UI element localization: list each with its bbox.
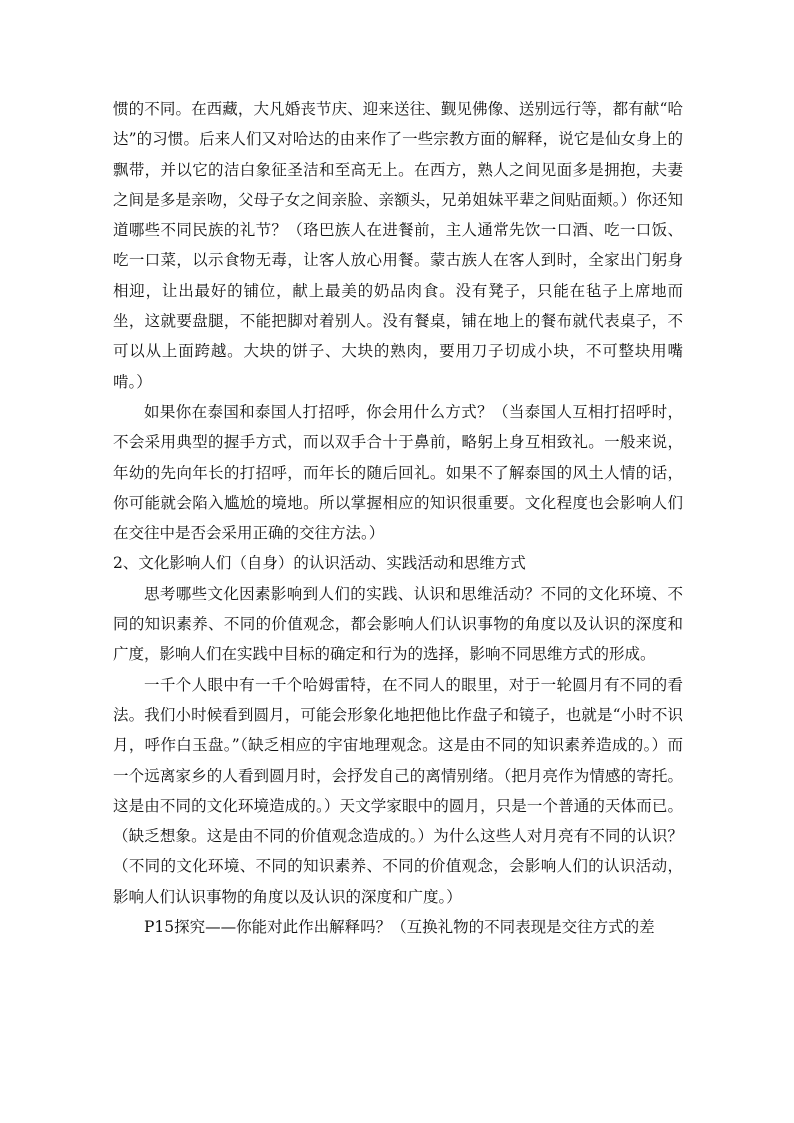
paragraph-customs-continued: 惯的不同。在西藏，大凡婚丧节庆、迎来送往、觐见佛像、送别远行等，都有献“哈达”的习惯。后来人们又对哈达的由来作了一些宗教方面的解释，说它是仙女身上的飘带，并以它的洁白象征圣洁和至高无上。在西方，熟人之间见面多是拥抱，夫妻之间是多是亲吻，父母子女之间亲脸、亲额头，兄弟姐妹平辈之间贴面颊。）你还知道哪些不同民族的礼节？（珞巴族人在进餐前，主人通常先饮一口酒、吃一口饭、吃一口菜，以示食物无毒，让客人放心用餐。蒙古族人在客人到时，全家出门躬身相迎，让出最好的铺位，献上最美的奶品肉食。没有凳子，只能在毡子上席地而坐，这就要盘腿，不能把脚对着别人。没有餐桌，铺在地上的餐布就代表桌子，不可以从上面跨越。大块的饼子、大块的熟肉，要用刀子切成小块，不可整块用嘴啃。） xyxy=(113,100,683,391)
paragraph-p15-explore: P15探究——你能对此作出解释吗？（互换礼物的不同表现是交往方式的差 xyxy=(144,918,655,937)
section-heading-culture-influence: 2、文化影响人们（自身）的认识活动、实践活动和思维方式 xyxy=(113,554,526,573)
paragraph-cultural-factors: 思考哪些文化因素影响到人们的实践、认识和思维活动？不同的文化环境、不同的知识素养、不同的价值观念，都会影响人们认识事物的角度以及认识的深度和广度，影响人们在实践中目标的确定和行为的选择，影响不同思维方式的形成。 xyxy=(113,584,683,664)
paragraph-thailand-greeting: 如果你在泰国和泰国人打招呼，你会用什么方式？（当泰国人互相打招呼时，不会采用典型的握手方式，而以双手合十于鼻前，略躬上身互相致礼。一般来说，年幼的先向年长的打招呼，而年长的随后回礼。如果不了解泰国的风土人情的话，你可能就会陷入尴尬的境地。所以掌握相应的知识很重要。文化程度也会影响人们在交往中是否会采用正确的交往方法。） xyxy=(113,402,683,543)
document-body xyxy=(113,94,683,942)
paragraph-moon-example: 一千个人眼中有一千个哈姆雷特，在不同人的眼里，对于一轮圆月有不同的看法。我们小时候看到圆月，可能会形象化地把他比作盘子和镜子，也就是“小时不识月，呼作白玉盘。”（缺乏相应的宇宙地理观念。这是由不同的知识素养造成的。）而一个远离家乡的人看到圆月时，会抒发自己的离情别绪。（把月亮作为情感的寄托。这是由不同的文化环境造成的。）天文学家眼中的圆月，只是一个普通的天体而已。（缺乏想象。这是由不同的价值观念造成的。）为什么这些人对月亮有不同的认识？（不同的文化环境、不同的知识素养、不同的价值观念，会影响人们的认识活动，影响人们认识事物的角度以及认识的深度和广度。） xyxy=(113,675,683,906)
